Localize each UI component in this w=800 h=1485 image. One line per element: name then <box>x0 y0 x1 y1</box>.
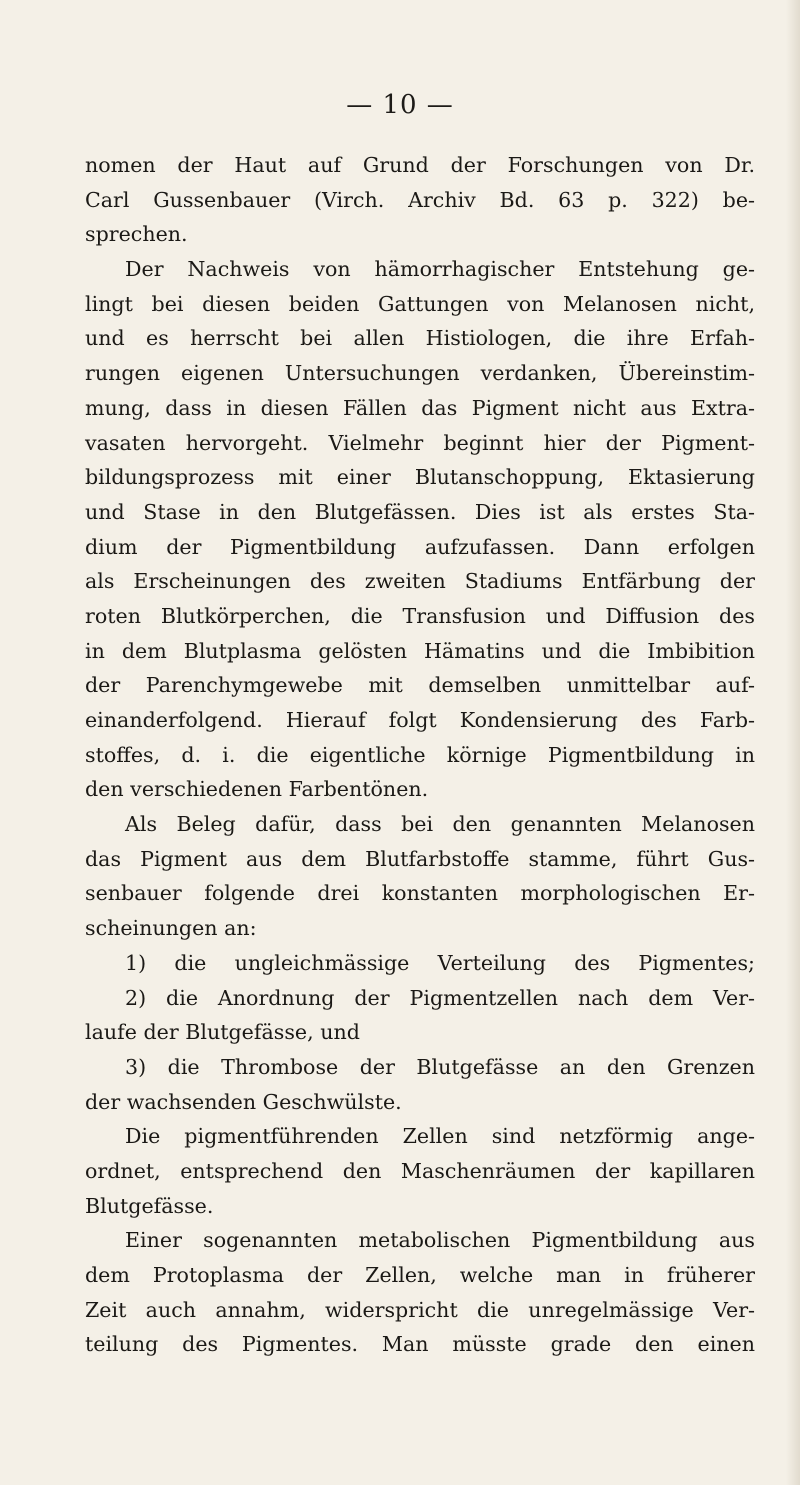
text-line: senbauer folgende drei konstanten morphologischen Er- <box>85 881 755 906</box>
text-line: mung, dass in diesen Fällen das Pigment nicht aus Extra- <box>85 395 755 420</box>
text-line: Der Nachweis von hämorrhagischer Entstehung ge- <box>125 257 755 282</box>
text-line: sprechen. <box>85 222 188 247</box>
text-line: lingt bei diesen beiden Gattungen von Melanosen nicht, <box>85 291 755 316</box>
text-line: 2) die Anordnung der Pigmentzellen nach dem Ver- <box>125 985 755 1010</box>
text-line: dium der Pigmentbildung aufzufassen. Dann erfolgen <box>85 534 755 559</box>
text-line: Als Beleg dafür, dass bei den genannten Melanosen <box>125 812 755 837</box>
text-line: und Stase in den Blutgefässen. Dies ist als erstes Sta- <box>85 499 755 524</box>
text-line: der Parenchymgewebe mit demselben unmittelbar auf- <box>85 673 755 698</box>
text-line: ordnet, entsprechend den Maschenräumen der kapillaren <box>85 1158 755 1183</box>
page-number: — 10 — <box>346 90 454 120</box>
text-line: in dem Blutplasma gelösten Hämatins und die Imbibition <box>85 638 755 663</box>
text-line: 3) die Thrombose der Blutgefässe an den Grenzen <box>125 1054 755 1079</box>
text-line: dem Protoplasma der Zellen, welche man in früherer <box>85 1263 755 1287</box>
text-line: vasaten hervorgeht. Vielmehr beginnt hier der Pigment- <box>85 430 755 455</box>
text-line: als Erscheinungen des zweiten Stadiums Entfärbung der <box>85 569 755 594</box>
page-edge-shadow <box>786 0 800 1485</box>
text-line: stoffes, d. i. die eigentliche körnige Pigmentbildung in <box>85 742 755 767</box>
text-line: rungen eigenen Untersuchungen verdanken, Übereinstim- <box>85 361 755 386</box>
text-line: Blutgefässe. <box>85 1193 214 1218</box>
text-line: Zeit auch annahm, widerspricht die unregelmässige Ver- <box>85 1297 755 1322</box>
text-line: teilung des Pigmentes. Man müsste grade den einen <box>85 1332 755 1357</box>
text-line: Einer sogenannten metabolischen Pigmentbildung aus <box>125 1228 755 1253</box>
text-line: der wachsenden Geschwülste. <box>85 1089 402 1114</box>
text-line: und es herrscht bei allen Histiologen, die ihre Erfah- <box>85 326 755 351</box>
text-line: das Pigment aus dem Blutfarbstoffe stamme, führt Gus- <box>85 846 755 871</box>
body-text <box>85 148 755 1362</box>
text-line: bildungsprozess mit einer Blutanschoppung, Ektasierung <box>85 465 755 490</box>
text-line: roten Blutkörperchen, die Transfusion und Diffusion des <box>85 603 755 628</box>
text-line: einanderfolgend. Hierauf folgt Kondensierung des Farb- <box>85 708 755 732</box>
text-line: Die pigmentführenden Zellen sind netzförmig ange- <box>125 1124 755 1149</box>
text-line: Carl Gussenbauer (Virch. Archiv Bd. 63 p. 322) be- <box>85 187 755 212</box>
text-line: 1) die ungleichmässige Verteilung des Pigmentes; <box>125 950 755 975</box>
text-line: nomen der Haut auf Grund der Forschungen von Dr. <box>85 153 755 177</box>
text-line: laufe der Blutgefässe, und <box>85 1020 360 1045</box>
text-line: scheinungen an: <box>85 916 257 941</box>
text-line: den verschiedenen Farbentönen. <box>85 777 429 802</box>
